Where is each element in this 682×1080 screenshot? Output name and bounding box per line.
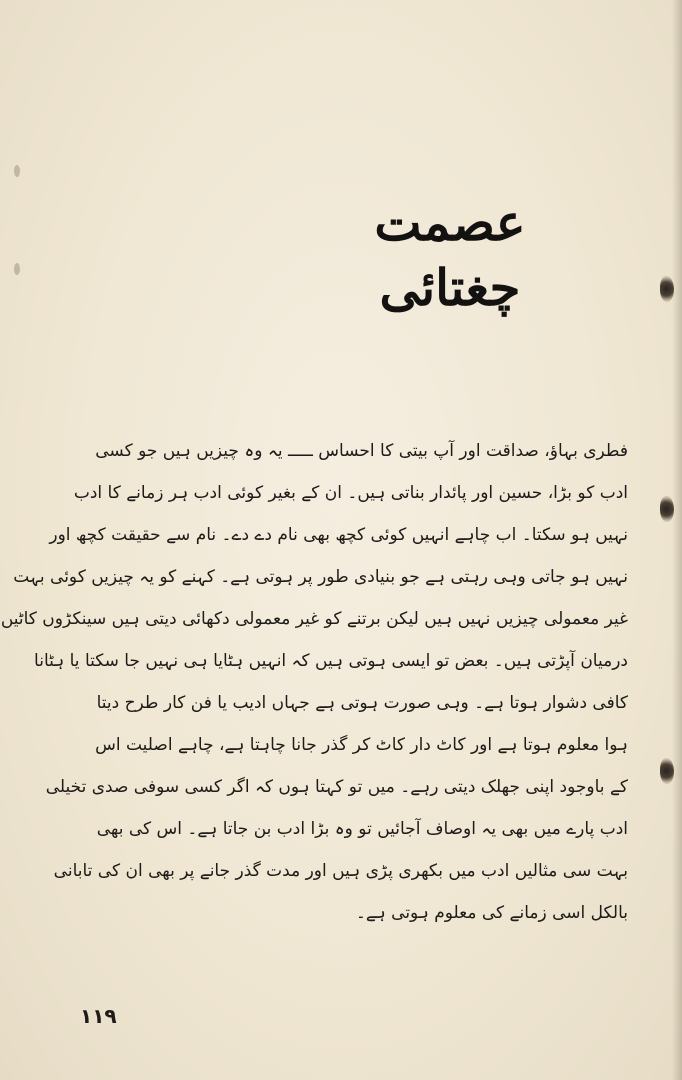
page-edge-shadow [672,0,682,1080]
text-line: بہت سی مثالیں ادب میں بکھری پڑی ہیں اور مدت گذر جانے پر بھی ان کی تابانی [53,861,628,881]
text-line: نہیں ہو جاتی وہی رہتی ہے جو بنیادی طور پر ہوتی ہے۔ کہنے کو یہ چیزیں کوئی بہت [13,567,628,587]
binding-hole [660,496,674,522]
chapter-title: عصمت چغتائی [374,193,526,317]
text-line: کے باوجود اپنی جھلک دیتی رہے۔ میں تو کہتا ہوں کہ اگر کسی سوفی صدی تخیلی [45,777,628,797]
text-line: ہوا معلوم ہوتا ہے اور کاٹ دار کاٹ کر گذر جانا چاہتا ہے، چاہے اصلیت اس [95,735,628,755]
binding-hole [660,276,674,302]
paper-speck [14,263,20,275]
text-line: غیر معمولی چیزیں نہیں ہیں لیکن برتنے کو غیر معمولی دکھائی دیتی ہیں سینکڑوں کاٹیں [0,609,628,629]
text-line: ادب پارے میں بھی یہ اوصاف آجائیں تو وہ بڑا ادب بن جاتا ہے۔ اس کی بھی [96,819,628,839]
text-line: درمیان آپڑتی ہیں۔ بعض تو ایسی ہوتی ہیں کہ انہیں ہٹایا ہی نہیں جا سکتا یا ہٹانا [34,651,628,671]
text-line: کافی دشوار ہوتا ہے۔ وہی صورت ہوتی ہے جہاں ادیب یا فن کار طرح دیتا [96,693,628,713]
paper-speck [14,165,20,177]
binding-hole [660,758,674,784]
text-line: نہیں ہو سکتا۔ اب چاہے انہیں کوئی کچھ بھی نام دے دے۔ نام سے حقیقت کچھ اور [49,525,628,545]
body-text [0,430,628,934]
text-line: بالکل اسی زمانے کی معلوم ہوتی ہے۔ [355,903,628,923]
text-line: ادب کو بڑا، حسین اور پائدار بناتی ہیں۔ ان کے بغیر کوئی ادب ہر زمانے کا ادب [73,483,628,503]
page-number: ۱۱۹ [80,1004,117,1028]
text-line: فطری بہاؤ، صداقت اور آپ بیتی کا احساس ـــــ یہ وہ چیزیں ہیں جو کسی [95,441,628,461]
